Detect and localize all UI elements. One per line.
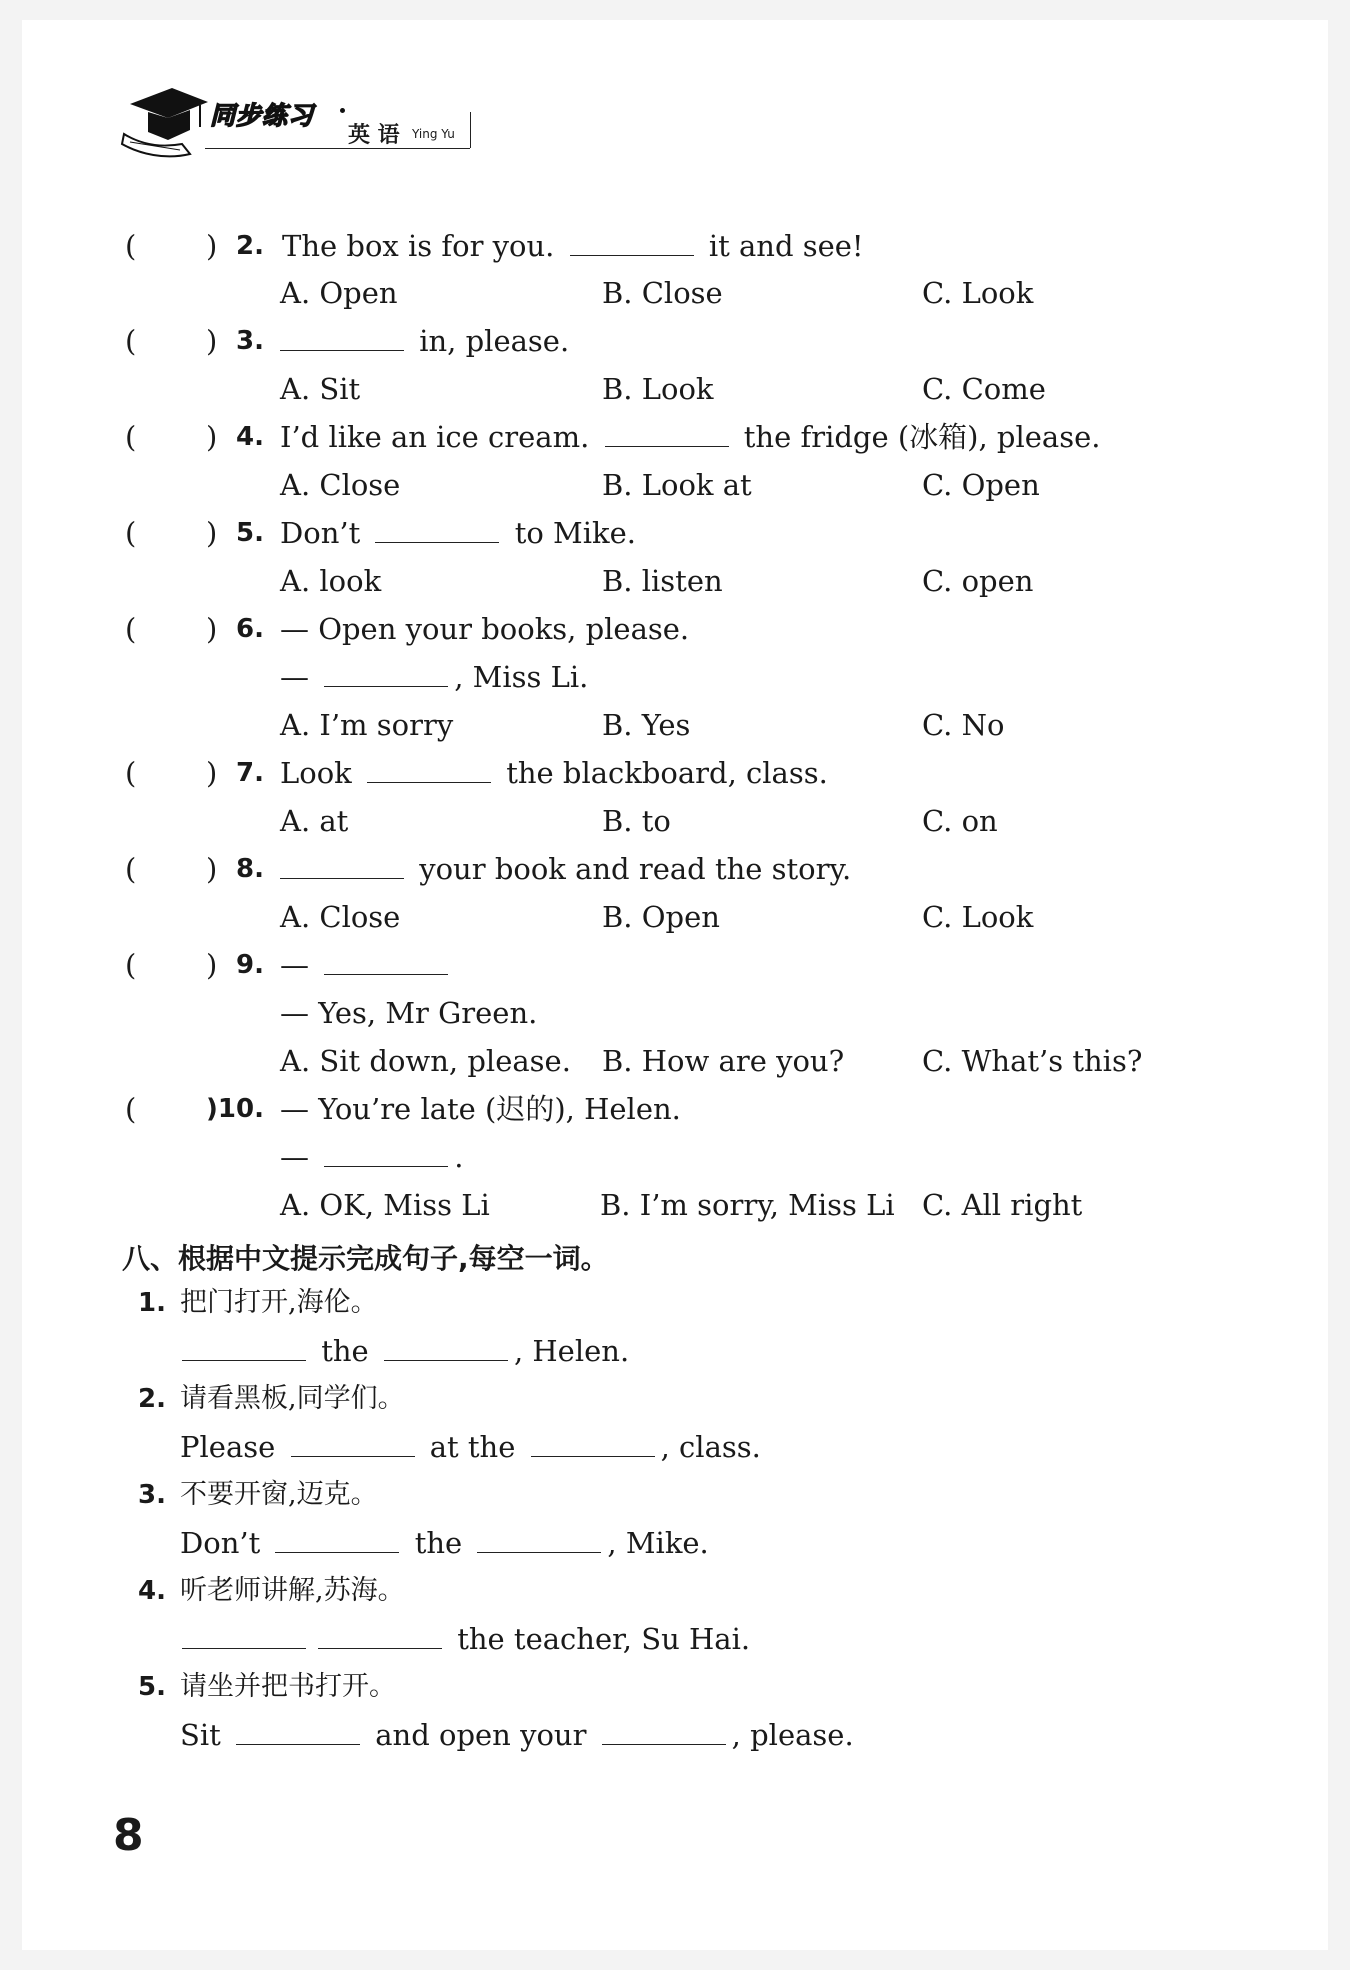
answer-blank[interactable] <box>324 660 448 687</box>
item-number: 4. <box>138 1576 166 1606</box>
answer-blank[interactable] <box>318 1622 442 1649</box>
option-b[interactable]: B. Close <box>602 276 723 310</box>
option-c[interactable]: C. All right <box>922 1188 1083 1222</box>
item-number: 2. <box>138 1384 166 1414</box>
option-a[interactable]: A. OK, Miss Li <box>280 1188 490 1222</box>
item-number: 3. <box>138 1480 166 1510</box>
question-text: The box is for you. it and see! <box>282 229 864 263</box>
question-number: 7. <box>236 758 264 788</box>
question-number: 3. <box>236 326 264 356</box>
section-8-title: 八、根据中文提示完成句子,每空一词。 <box>122 1242 609 1275</box>
answer-blank[interactable] <box>291 1430 415 1457</box>
subject-label: 英 语 <box>348 123 400 148</box>
chinese-prompt: 不要开窗,迈克。 <box>180 1479 378 1510</box>
option-b[interactable]: B. listen <box>602 564 723 598</box>
answer-paren-open: ( <box>125 948 137 982</box>
question-text: Look the blackboard, class. <box>280 756 828 790</box>
option-a[interactable]: A. Sit down, please. <box>280 1044 571 1078</box>
answer-blank[interactable] <box>602 1718 726 1745</box>
option-a[interactable]: A. Open <box>280 276 398 310</box>
option-b[interactable]: B. I’m sorry, Miss Li <box>600 1188 895 1222</box>
answer-paren-open: ( <box>125 852 137 886</box>
option-a[interactable]: A. Close <box>280 468 401 502</box>
item-number: 1. <box>138 1288 166 1318</box>
answer-blank[interactable] <box>280 324 404 351</box>
reply-line: — , Miss Li. <box>280 660 589 694</box>
option-b[interactable]: B. Open <box>602 900 720 934</box>
option-b[interactable]: B. Look at <box>602 468 752 502</box>
english-sentence: the , Helen. <box>176 1333 629 1369</box>
question-text: Don’t to Mike. <box>280 516 636 550</box>
question-text: — Open your books, please. <box>280 612 690 646</box>
answer-blank[interactable] <box>280 852 404 879</box>
answer-blank[interactable] <box>182 1334 306 1361</box>
english-sentence: the teacher, Su Hai. <box>176 1621 750 1657</box>
header-dot <box>340 108 345 113</box>
answer-paren-open: ( <box>125 1092 137 1126</box>
answer-blank[interactable] <box>275 1526 399 1553</box>
option-c[interactable]: C. Look <box>922 276 1034 310</box>
question-number: 8. <box>236 854 264 884</box>
page-number: 8 <box>113 1810 144 1861</box>
answer-blank[interactable] <box>324 1140 448 1167</box>
answer-paren-close: ) <box>206 229 218 263</box>
chinese-prompt: 请坐并把书打开。 <box>180 1671 396 1702</box>
option-a[interactable]: A. at <box>280 804 349 838</box>
english-sentence: Sit and open your , please. <box>180 1718 854 1752</box>
answer-paren-open: ( <box>125 516 137 550</box>
answer-paren-close: ) <box>206 948 218 982</box>
answer-blank[interactable] <box>477 1526 601 1553</box>
answer-paren-close: ) <box>206 420 218 454</box>
subject-pinyin: Ying Yu <box>412 127 455 141</box>
answer-paren-close: ) <box>206 516 218 550</box>
question-text: — <box>280 947 454 983</box>
option-b[interactable]: B. How are you? <box>602 1044 845 1078</box>
option-b[interactable]: B. Look <box>602 372 714 406</box>
answer-paren-close: ) <box>206 324 218 358</box>
answer-paren-open: ( <box>125 612 137 646</box>
brand-title: 同步练习 <box>210 101 315 130</box>
option-c[interactable]: C. Look <box>922 900 1034 934</box>
english-sentence: Please at the , class. <box>180 1430 761 1464</box>
option-b[interactable]: B. to <box>602 804 671 838</box>
question-number: 2. <box>236 231 264 261</box>
question-number: 6. <box>236 614 264 644</box>
option-a[interactable]: A. I’m sorry <box>280 708 454 742</box>
question-text: — You’re late (迟的), Helen. <box>280 1092 681 1126</box>
answer-paren-close: ) <box>206 612 218 646</box>
option-a[interactable]: A. Sit <box>280 372 361 406</box>
option-c[interactable]: C. Come <box>922 372 1046 406</box>
option-a[interactable]: A. Close <box>280 900 401 934</box>
question-number: 4. <box>236 422 264 452</box>
option-c[interactable]: C. on <box>922 804 998 838</box>
answer-paren-open: ( <box>125 756 137 790</box>
answer-paren-open: ( <box>125 324 137 358</box>
answer-blank[interactable] <box>375 516 499 543</box>
answer-blank[interactable] <box>570 229 694 256</box>
question-text: I’d like an ice cream. the fridge (冰箱), please. <box>280 420 1101 454</box>
answer-blank[interactable] <box>236 1718 360 1745</box>
question-number: 9. <box>236 950 264 980</box>
answer-blank[interactable] <box>367 756 491 783</box>
question-number: )10. <box>206 1094 264 1124</box>
answer-blank[interactable] <box>384 1334 508 1361</box>
question-text: in, please. <box>274 323 569 359</box>
option-c[interactable]: C. What’s this? <box>922 1044 1143 1078</box>
option-c[interactable]: C. Open <box>922 468 1040 502</box>
answer-paren-open: ( <box>125 229 137 263</box>
answer-blank[interactable] <box>324 948 448 975</box>
option-b[interactable]: B. Yes <box>602 708 691 742</box>
chinese-prompt: 听老师讲解,苏海。 <box>180 1575 405 1606</box>
answer-paren-close: ) <box>206 852 218 886</box>
chinese-prompt: 请看黑板,同学们。 <box>180 1383 405 1414</box>
question-text: your book and read the story. <box>274 851 851 887</box>
answer-blank[interactable] <box>531 1430 655 1457</box>
graduation-cap-logo <box>120 82 210 166</box>
answer-blank[interactable] <box>182 1622 306 1649</box>
answer-paren-close: ) <box>206 756 218 790</box>
chinese-prompt: 把门打开,海伦。 <box>180 1287 378 1318</box>
option-c[interactable]: C. No <box>922 708 1005 742</box>
answer-blank[interactable] <box>605 420 729 447</box>
english-sentence: Don’t the , Mike. <box>180 1526 709 1560</box>
reply-line: — Yes, Mr Green. <box>280 996 538 1030</box>
option-c[interactable]: C. open <box>922 564 1034 598</box>
answer-paren-open: ( <box>125 420 137 454</box>
option-a[interactable]: A. look <box>280 564 382 598</box>
header-underline <box>205 148 470 149</box>
item-number: 5. <box>138 1672 166 1702</box>
question-number: 5. <box>236 518 264 548</box>
reply-line: — . <box>280 1140 464 1174</box>
